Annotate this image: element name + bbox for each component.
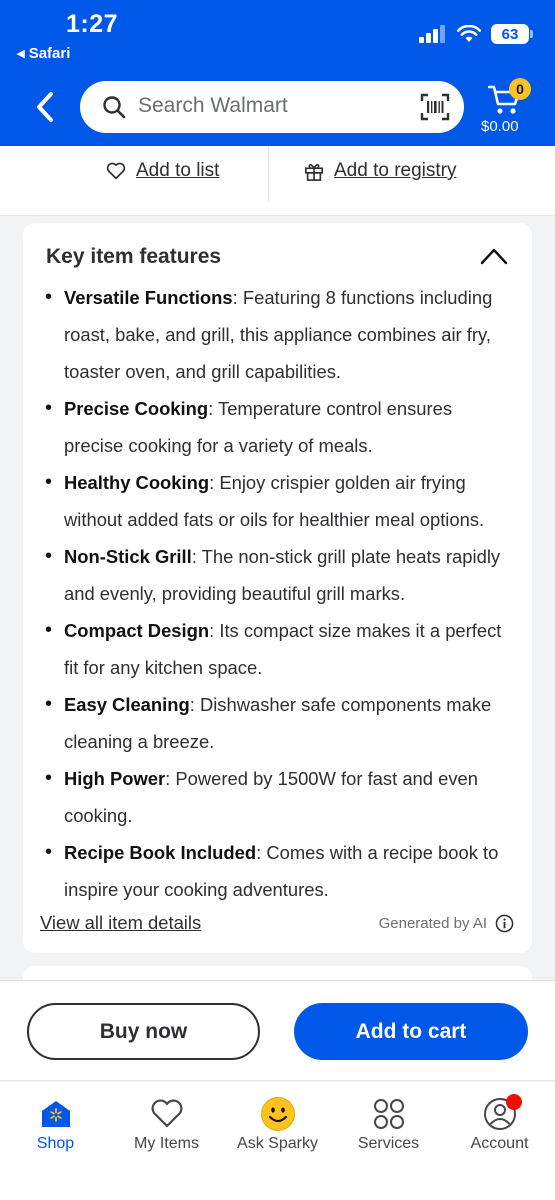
battery-indicator: 63 <box>491 24 529 44</box>
divider <box>268 146 269 202</box>
feature-term: Versatile Functions <box>64 287 233 308</box>
back-to-safari-link[interactable]: ◂ Safari <box>17 45 71 62</box>
tab-label: My Items <box>134 1135 199 1152</box>
add-to-registry-label: Add to registry <box>334 160 457 181</box>
tab-label: Services <box>357 1135 420 1152</box>
feature-item <box>45 760 515 834</box>
feature-item <box>45 538 515 612</box>
search-bar[interactable] <box>80 81 464 133</box>
heart-icon <box>106 162 126 180</box>
feature-text: : Dishwasher safe components make cleaning a breeze. <box>64 694 492 752</box>
feature-text: : Comes with a recipe book to inspire your cooking adventures. <box>64 842 499 900</box>
feature-term: Precise Cooking <box>64 398 209 419</box>
list-registry-row <box>0 146 555 216</box>
heart-icon <box>150 1099 184 1129</box>
add-to-list-label: Add to list <box>136 160 220 181</box>
tab-shop[interactable] <box>0 1096 111 1153</box>
section-title: Key item features <box>46 245 222 268</box>
add-to-list-link[interactable] <box>106 160 219 182</box>
feature-text: : The non-stick grill plate heats rapidly and evenly, providing beautiful grill marks. <box>64 546 501 604</box>
add-to-registry-link[interactable] <box>304 160 457 182</box>
buy-now-button[interactable]: Buy now <box>27 1003 260 1060</box>
feature-text: : Its compact size makes it a perfect fit for any kitchen space. <box>64 620 502 678</box>
feature-item <box>45 390 515 464</box>
back-button[interactable] <box>32 90 58 124</box>
search-icon <box>102 95 126 119</box>
feature-text: : Temperature control ensures precise cooking for a variety of meals. <box>64 398 453 456</box>
card-footer <box>40 912 514 934</box>
tab-label: Shop <box>36 1135 75 1152</box>
feature-item <box>45 279 515 390</box>
generated-by-ai <box>379 914 514 933</box>
info-icon[interactable] <box>495 914 514 933</box>
feature-text: : Enjoy crispier golden air frying without added fats or oils for healthier meal options. <box>64 472 485 530</box>
purchase-bar <box>0 980 555 1081</box>
sparky-icon <box>260 1096 296 1132</box>
feature-term: High Power <box>64 768 166 789</box>
feature-item <box>45 612 515 686</box>
cart-button[interactable] <box>478 76 538 138</box>
feature-term: Healthy Cooking <box>64 472 210 493</box>
feature-item <box>45 834 515 908</box>
gift-icon <box>304 161 324 181</box>
feature-term: Easy Cleaning <box>64 694 190 715</box>
feature-item <box>45 464 515 538</box>
shop-icon <box>39 1099 73 1129</box>
tab-label: Account <box>470 1135 529 1152</box>
feature-text: : Featuring 8 functions including roast, bake, and grill, this appliance combines air fry, toaster oven, and grill capabilities. <box>64 287 493 382</box>
cart-total: $0.00 <box>481 118 519 135</box>
status-icons <box>419 24 529 44</box>
feature-term: Compact Design <box>64 620 210 641</box>
tab-label: Ask Sparky <box>237 1135 318 1152</box>
notification-dot <box>506 1094 522 1110</box>
feature-list <box>45 279 515 908</box>
tab-services[interactable] <box>333 1096 444 1153</box>
status-time: 1:27 <box>66 10 119 38</box>
cart-count-badge: 0 <box>509 78 531 100</box>
feature-term: Recipe Book Included <box>64 842 257 863</box>
key-features-card <box>23 223 532 953</box>
chevron-up-icon[interactable] <box>480 247 508 265</box>
tab-my-items[interactable] <box>111 1096 222 1153</box>
view-all-details-link[interactable]: View all item details <box>40 912 202 933</box>
tab-account[interactable] <box>444 1096 555 1153</box>
tab-ask-sparky[interactable] <box>222 1096 333 1153</box>
feature-text: : Powered by 1500W for fast and even cooking. <box>64 768 478 826</box>
barcode-scan-icon[interactable] <box>420 93 450 121</box>
wifi-icon <box>457 25 481 43</box>
bottom-tab-bar <box>0 1082 555 1200</box>
header <box>0 0 555 146</box>
feature-term: Non-Stick Grill <box>64 546 192 567</box>
services-icon <box>372 1097 406 1131</box>
search-input[interactable]: Search Walmart <box>138 94 288 117</box>
cellular-signal-icon <box>419 25 447 43</box>
chevron-left-icon <box>35 91 55 123</box>
generated-by-ai-label: Generated by AI <box>378 914 487 932</box>
feature-item <box>45 686 515 760</box>
add-to-cart-button[interactable]: Add to cart <box>294 1003 528 1060</box>
